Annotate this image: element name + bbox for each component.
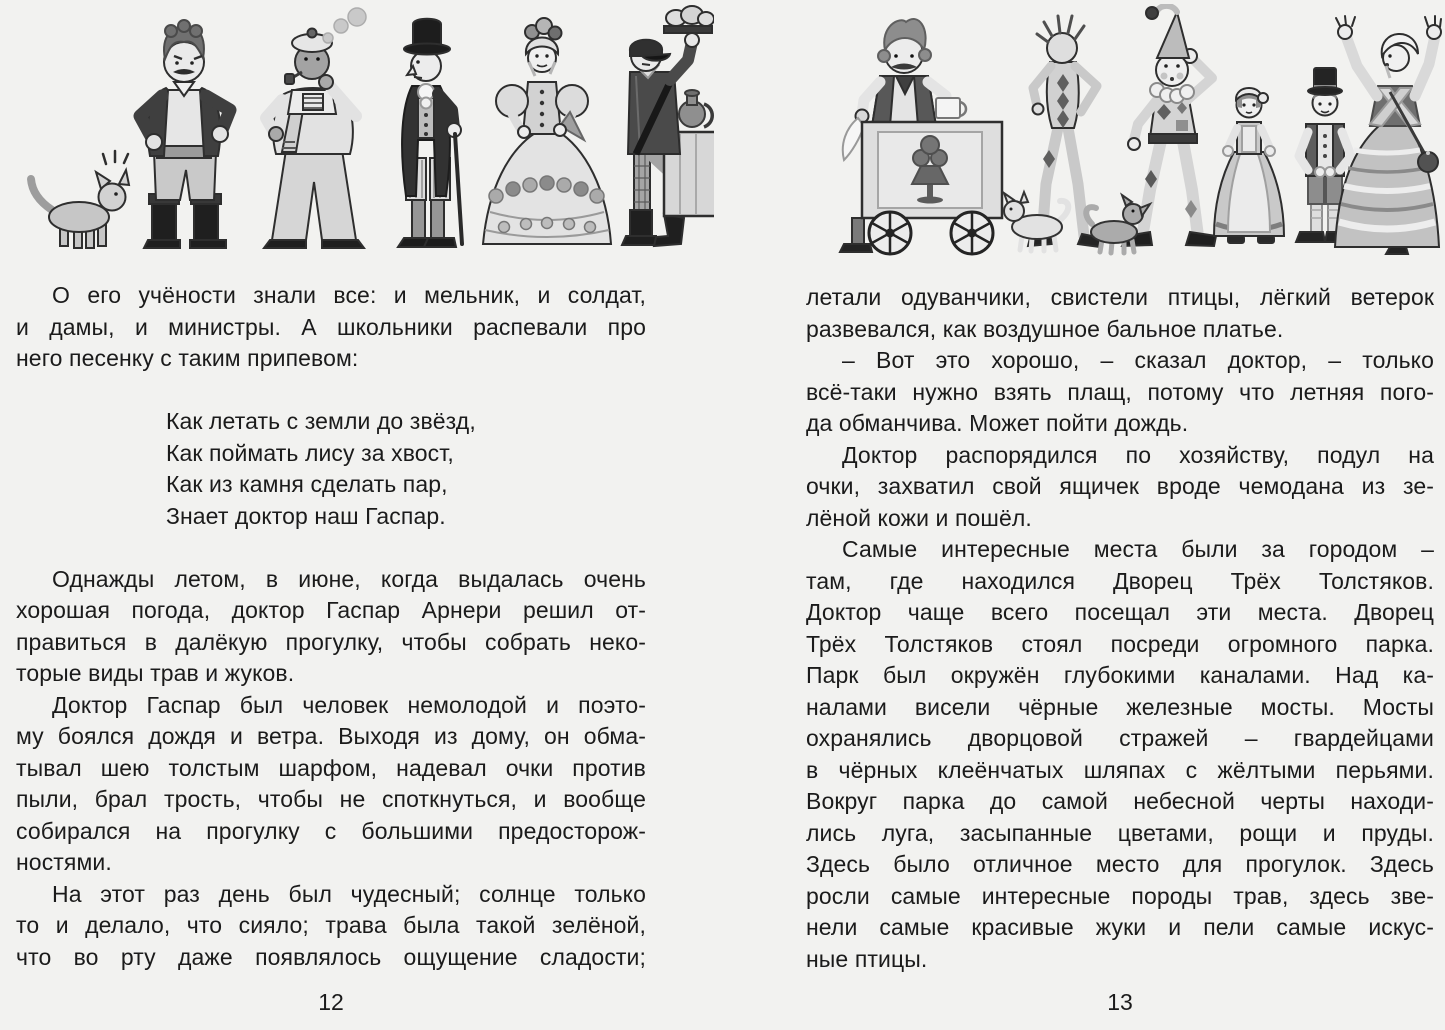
text-line: него песенку с таким припевом: — [16, 345, 359, 371]
figure-girl — [1214, 88, 1284, 243]
text-line: Доктор Гаспар был человек немолодой и поэто- — [52, 691, 646, 718]
text-line: Трёх Толстяков стоял посреди огромного парка. — [806, 630, 1434, 657]
text-line: хорошая погода, доктор Гаспар Арнери решил от- — [16, 597, 646, 623]
text-line: Знает доктор наш Гаспар. — [166, 502, 446, 529]
text-line: Однажды летом, в июне, когда выдалась очень — [52, 565, 646, 592]
text-line: Как из камня сделать пар, — [166, 471, 448, 497]
page-number-right: 13 — [1107, 989, 1133, 1015]
text-line: пыли, брал трость, чтобы не споткнуться, и вообще — [16, 786, 646, 812]
text-line: тывал шею толстым шарфом, надевал очки против — [16, 754, 646, 781]
text-line: Вокруг парка до самой небесной черты находи- — [806, 788, 1434, 814]
text-block-right — [806, 282, 1434, 975]
prose-paragraph — [806, 282, 1434, 345]
text-line: Доктор чаще всего посещал эти места. Дворец — [806, 599, 1434, 625]
text-line: ностями. — [16, 849, 112, 875]
text-line: Доктор распорядился по хозяйству, подул на — [842, 441, 1434, 468]
text-line: Самые интересные места были за городом – — [842, 536, 1434, 562]
text-line: росли самые интересные породы трав, здесь зве- — [806, 882, 1434, 909]
figure-miller — [140, 20, 230, 248]
illustration-left — [24, 4, 714, 256]
text-line: развевался, как воздушное бальное платье. — [806, 315, 1284, 342]
text-line: На этот раз день был чудесный; солнце только — [52, 880, 646, 907]
text-line: всё-таки нужно взять плащ, потому что летняя пого- — [806, 378, 1434, 405]
text-line: да обманчива. Может пойти дождь. — [806, 410, 1189, 436]
text-line: то и делало, что сияло; трава была такой зелёной, — [16, 912, 646, 938]
text-line: О его учёности знали все: и мельник, и солдат, — [52, 282, 646, 308]
prose-paragraph — [806, 440, 1434, 535]
figure-icecream-vendor — [840, 19, 1002, 254]
text-line: лись луга, засыпанные цветами, рощи и пруды. — [806, 819, 1434, 846]
prose-paragraph — [16, 879, 646, 974]
figure-pedlar — [622, 6, 714, 246]
text-line: что во рту даже появлялось ощущение сладости; — [16, 943, 646, 970]
text-line: в чёрных клеёнчатых шляпах с жёлтыми перьями. — [806, 756, 1434, 783]
figure-sailor — [264, 8, 366, 248]
text-line: и дамы, и министры. А школьники распевали про — [16, 313, 646, 340]
prose-paragraph — [806, 534, 1434, 975]
text-line: ные птицы. — [806, 945, 928, 972]
prose-paragraph — [16, 280, 646, 375]
text-line: – Вот это хорошо, – сказал доктор, – только — [842, 347, 1434, 373]
figure-gentleman — [398, 19, 462, 247]
verse-paragraph — [16, 406, 646, 532]
text-line: му боялся дождя и ветра. Выходя из дому, он обма- — [16, 723, 646, 749]
prose-paragraph — [16, 564, 646, 690]
text-line: летали одуванчики, свистели птицы, лёгкий ветерок — [806, 284, 1434, 310]
text-line: торые виды трав и жуков. — [16, 660, 295, 686]
text-line: лёной кожи и пошёл. — [806, 504, 1032, 531]
text-line: Как поймать лису за хвост, — [166, 439, 454, 466]
prose-paragraph — [16, 690, 646, 879]
page-number-left: 12 — [318, 989, 344, 1015]
text-line: правиться в далёкую прогулку, чтобы собрать неко- — [16, 628, 646, 655]
text-line: Как летать с земли до звёзд, — [166, 408, 476, 434]
text-block-left — [16, 280, 646, 973]
text-line: охранялись дворцовой стражей – гвардейцами — [806, 725, 1434, 751]
text-line: там, где находился Дворец Трёх Толстяков. — [806, 567, 1434, 594]
text-line: налами висели чёрные железные мосты. Мосты — [806, 693, 1434, 720]
text-line: нели самые красивые жуки и пели самые искус- — [806, 914, 1434, 940]
text-line: Парк был окружён глубокими каналами. Над ка- — [806, 662, 1434, 688]
figure-stout-woman — [1335, 16, 1441, 254]
text-line: собирался на прогулку с большими предосторож- — [16, 817, 646, 844]
prose-paragraph — [806, 345, 1434, 440]
figure-cat — [31, 151, 129, 248]
text-line: Здесь было отличное место для прогулок. Здесь — [806, 851, 1434, 877]
figure-lady — [483, 18, 611, 244]
illustration-right — [830, 4, 1442, 259]
text-line: очки, захватил свой ящичек вроде чемодана из зе- — [806, 473, 1434, 499]
